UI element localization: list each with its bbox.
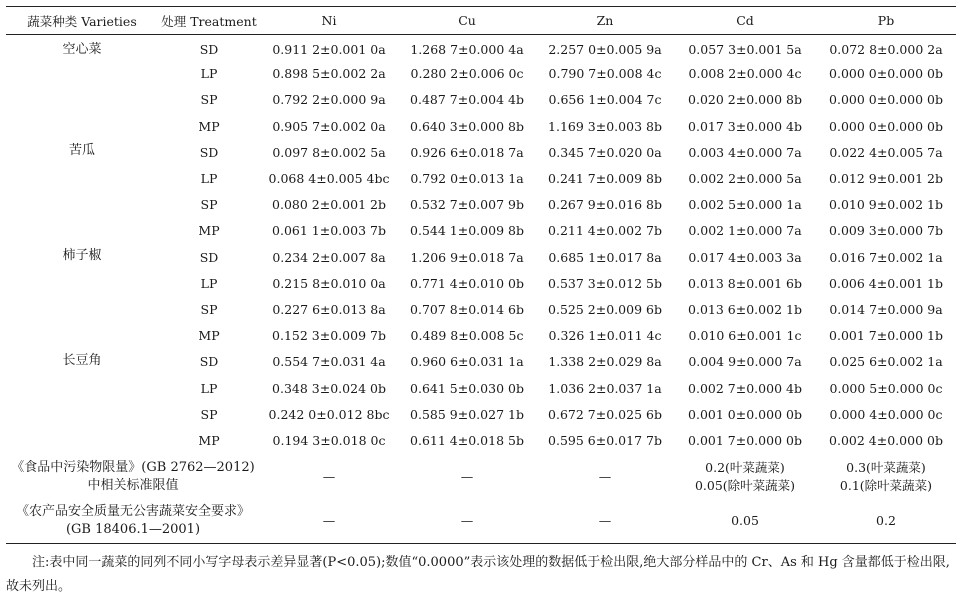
value-cell-ni: 0.227 6±0.013 8a (272, 301, 386, 317)
value-cell-cd: 0.013 8±0.001 6b (688, 275, 802, 291)
value-cell-ni: 0.080 2±0.001 2b (272, 197, 386, 213)
value-cell-pb: 0.022 4±0.005 7a (829, 144, 943, 160)
variety-cell: 柿子椒 (62, 248, 102, 263)
value-cell-zn: 0.656 1±0.004 7c (548, 92, 662, 108)
standard-label-line2: (GB 18406.1—2001) (65, 522, 201, 538)
standard-label-line2: 中相关标准限值 (87, 477, 179, 493)
value-cell-cu: 0.707 8±0.014 6b (410, 301, 524, 317)
value-cell-cd: 0.017 3±0.000 4b (688, 118, 802, 134)
treatment-cell: SD (199, 249, 219, 265)
table-row (6, 139, 956, 165)
value-cell-cd: 0.013 6±0.002 1b (688, 301, 802, 317)
value-cell-pb: 0.000 0±0.000 0b (829, 118, 943, 134)
value-cell-pb: 0.016 7±0.002 1a (829, 249, 943, 265)
treatment-cell: LP (200, 66, 218, 82)
standard-pb (816, 454, 956, 500)
value-cell-cu: 1.268 7±0.000 4a (410, 41, 524, 57)
value-cell-cu: 1.206 9±0.018 7a (410, 249, 524, 265)
standard-ni: — (260, 500, 398, 544)
value-cell-cd: 0.002 1±0.000 7a (688, 223, 802, 239)
standard-cu: — (398, 500, 536, 544)
header-zn: Zn (536, 7, 674, 35)
value-cell-pb: 0.006 4±0.001 1b (829, 275, 943, 291)
treatment-cell: MP (198, 432, 220, 448)
value-cell-ni: 0.554 7±0.031 4a (272, 354, 386, 370)
standard-cd-line2: 0.05(除叶菜蔬菜) (694, 477, 796, 493)
value-cell-zn: 0.595 6±0.017 7b (548, 432, 662, 448)
value-cell-cd: 0.017 4±0.003 3a (688, 249, 802, 265)
value-cell-ni: 0.097 8±0.002 5a (272, 144, 386, 160)
value-cell-pb: 0.001 7±0.000 1b (829, 328, 943, 344)
value-cell-pb: 0.000 4±0.000 0c (829, 406, 943, 422)
value-cell-zn: 0.241 7±0.009 8b (548, 171, 662, 187)
variety-cell: 苦瓜 (68, 143, 95, 159)
treatment-cell: SD (199, 354, 219, 370)
header-cu: Cu (398, 7, 536, 35)
header-pb: Pb (816, 7, 956, 35)
treatment-cell: MP (198, 223, 220, 239)
value-cell-ni: 0.348 3±0.024 0b (272, 380, 386, 396)
value-cell-pb: 0.025 6±0.002 1a (829, 354, 943, 370)
value-cell-cu: 0.641 5±0.030 0b (410, 380, 524, 396)
standard-zn: — (536, 500, 674, 544)
value-cell-cd: 0.001 7±0.000 0b (688, 432, 802, 448)
value-cell-cd: 0.008 2±0.000 4c (688, 66, 802, 82)
standard-pb-line1: 0.3(叶菜蔬菜) (846, 459, 926, 475)
table-footnote: 注:表中同一蔬菜的同列不同小写字母表示差异显著(P<0.05);数值“0.0000”表示该处理的数据低于检出限,绝大部分样品中的 Cr、As 和 Hg 含量都低于检出限,故未列出。 (6, 555, 950, 594)
header-treatment: 处理 Treatment (158, 7, 260, 35)
table-row (6, 349, 956, 375)
value-cell-ni: 0.061 1±0.003 7b (272, 223, 386, 239)
standard-cd: 0.05 (674, 500, 816, 544)
treatment-cell: SD (199, 144, 219, 160)
standard-label-line1: 《食品中污染物限量》(GB 2762—2012) (11, 459, 255, 475)
treatment-cell: SP (200, 197, 218, 213)
value-cell-ni: 0.905 7±0.002 0a (272, 118, 386, 134)
value-cell-zn: 0.345 7±0.020 0a (548, 144, 662, 160)
value-cell-zn: 0.211 4±0.002 7b (548, 223, 662, 239)
value-cell-cu: 0.771 4±0.010 0b (410, 275, 524, 291)
value-cell-pb: 0.009 3±0.000 7b (829, 223, 943, 239)
value-cell-zn: 1.169 3±0.003 8b (548, 118, 662, 134)
value-cell-cd: 0.057 3±0.001 5a (688, 41, 802, 57)
value-cell-cd: 0.001 0±0.000 0b (688, 406, 802, 422)
value-cell-zn: 0.790 7±0.008 4c (548, 66, 662, 82)
value-cell-cd: 0.020 2±0.000 8b (688, 92, 802, 108)
value-cell-pb: 0.000 5±0.000 0c (829, 380, 943, 396)
value-cell-ni: 0.792 2±0.000 9a (272, 92, 386, 108)
value-cell-cd: 0.002 7±0.000 4b (688, 380, 802, 396)
table-row (6, 35, 956, 61)
value-cell-cu: 0.792 0±0.013 1a (410, 171, 524, 187)
value-cell-cu: 0.926 6±0.018 7a (410, 144, 524, 160)
treatment-cell: LP (200, 171, 218, 187)
standard-cu: — (460, 468, 474, 484)
value-cell-zn: 0.525 2±0.009 6b (548, 301, 662, 317)
value-cell-cu: 0.640 3±0.000 8b (410, 118, 524, 134)
header-varieties: 蔬菜种类 Varieties (6, 7, 158, 35)
value-cell-cu: 0.585 9±0.027 1b (410, 406, 524, 422)
treatment-cell: SP (200, 406, 218, 422)
standard-zn: — (598, 468, 612, 484)
value-cell-ni: 0.152 3±0.009 7b (272, 328, 386, 344)
standard-label-gb18406 (6, 500, 260, 544)
value-cell-cu: 0.532 7±0.007 9b (410, 197, 524, 213)
treatment-cell: LP (200, 275, 218, 291)
treatment-cell: SP (200, 92, 218, 108)
standard-cd-line1: 0.2(叶菜蔬菜) (705, 459, 785, 475)
standard-label-gb2762 (6, 454, 260, 500)
value-cell-cu: 0.489 8±0.008 5c (410, 328, 524, 344)
value-cell-ni: 0.242 0±0.012 8bc (268, 406, 390, 422)
value-cell-cd: 0.002 5±0.000 1a (688, 197, 802, 213)
standard-pb-line2: 0.1(除叶菜蔬菜) (839, 477, 933, 493)
variety-cell: 空心菜 (62, 42, 102, 57)
treatment-cell: SD (199, 41, 219, 57)
header-ni: Ni (260, 7, 398, 35)
value-cell-zn: 0.672 7±0.025 6b (548, 406, 662, 422)
variety-cell: 长豆角 (62, 352, 102, 368)
value-cell-cu: 0.280 2±0.006 0c (410, 66, 524, 82)
value-cell-ni: 0.234 2±0.007 8a (272, 249, 386, 265)
value-cell-pb: 0.000 0±0.000 0b (829, 66, 943, 82)
table-body (6, 35, 956, 544)
value-cell-zn: 1.338 2±0.029 8a (548, 354, 662, 370)
standard-ni: — (322, 468, 336, 484)
value-cell-zn: 0.537 3±0.012 5b (548, 275, 662, 291)
value-cell-cd: 0.004 9±0.000 7a (688, 354, 802, 370)
value-cell-pb: 0.012 9±0.001 2b (829, 171, 943, 187)
value-cell-cu: 0.544 1±0.009 8b (410, 223, 524, 239)
value-cell-cd: 0.010 6±0.001 1c (688, 328, 802, 344)
standard-pb: 0.2 (816, 500, 956, 544)
value-cell-pb: 0.000 0±0.000 0b (829, 92, 943, 108)
treatment-cell: MP (198, 328, 220, 344)
value-cell-zn: 0.685 1±0.017 8a (548, 249, 662, 265)
standard-cd (674, 454, 816, 500)
header-row (6, 7, 956, 35)
data-table (6, 6, 956, 544)
standard-row-gb2762 (6, 454, 956, 500)
value-cell-ni: 0.898 5±0.002 2a (272, 66, 386, 82)
treatment-cell: MP (198, 118, 220, 134)
treatment-cell: SP (200, 301, 218, 317)
value-cell-pb: 0.010 9±0.002 1b (829, 197, 943, 213)
value-cell-cu: 0.611 4±0.018 5b (410, 432, 524, 448)
header-cd: Cd (674, 7, 816, 35)
value-cell-pb: 0.014 7±0.000 9a (829, 301, 943, 317)
value-cell-zn: 0.267 9±0.016 8b (548, 197, 662, 213)
value-cell-cu: 0.960 6±0.031 1a (410, 354, 524, 370)
treatment-cell: LP (200, 380, 218, 396)
standard-row-gb18406 (6, 500, 956, 544)
value-cell-pb: 0.072 8±0.000 2a (829, 41, 943, 57)
value-cell-cd: 0.003 4±0.000 7a (688, 144, 802, 160)
value-cell-zn: 2.257 0±0.005 9a (548, 41, 662, 57)
value-cell-ni: 0.068 4±0.005 4bc (268, 171, 390, 187)
standard-label-line1: 《农产品安全质量无公害蔬菜安全要求》 (15, 504, 250, 520)
value-cell-cu: 0.487 7±0.004 4b (410, 92, 524, 108)
value-cell-ni: 0.194 3±0.018 0c (272, 432, 386, 448)
table-row (6, 244, 956, 270)
value-cell-ni: 0.911 2±0.001 0a (272, 41, 386, 57)
value-cell-ni: 0.215 8±0.010 0a (272, 275, 386, 291)
value-cell-cd: 0.002 2±0.000 5a (688, 171, 802, 187)
value-cell-zn: 0.326 1±0.011 4c (548, 328, 662, 344)
value-cell-pb: 0.002 4±0.000 0b (829, 432, 943, 448)
value-cell-zn: 1.036 2±0.037 1a (548, 380, 662, 396)
